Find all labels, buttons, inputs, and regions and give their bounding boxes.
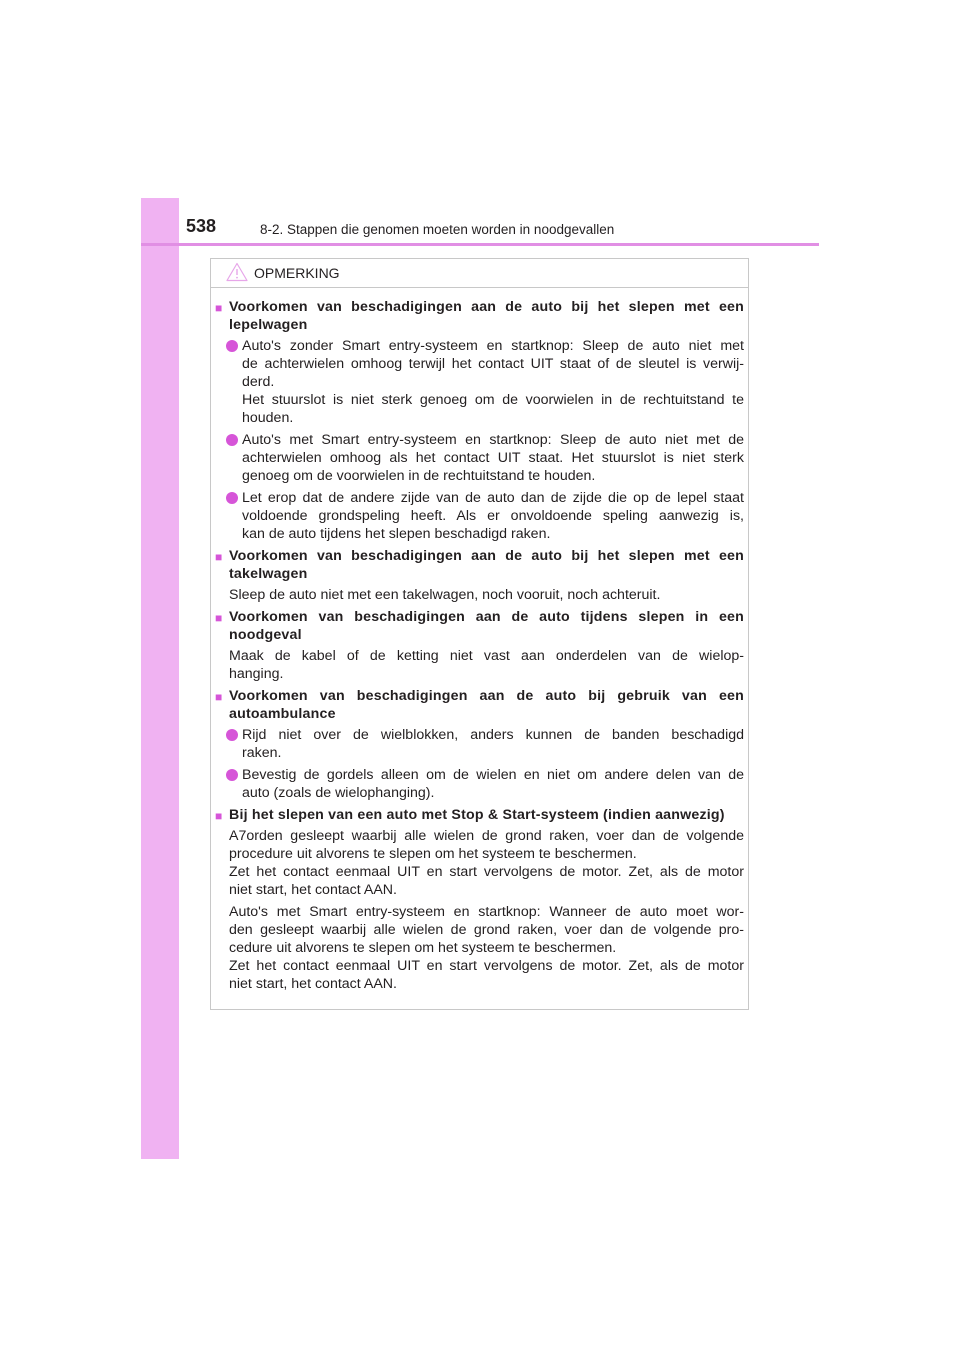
header-rule xyxy=(141,243,819,246)
text-line: takelwagen xyxy=(229,566,308,582)
text-line: auto (zoals de wielophanging). xyxy=(242,785,435,801)
square-bullet-icon: ■ xyxy=(215,550,223,564)
text-line: Voorkomen van beschadigingen aan de auto bij gebruik van een xyxy=(229,688,744,704)
paragraph xyxy=(215,586,744,604)
text-line: Auto's met Smart entry-systeem en startknop: Wanneer de auto moet wor- xyxy=(229,904,744,920)
text-line: Voorkomen van beschadigingen aan de auto bij het slepen met een xyxy=(229,548,744,564)
section-heading xyxy=(215,547,744,583)
text-line: houden. xyxy=(242,410,294,426)
text-line: niet start, het contact AAN. xyxy=(229,976,397,992)
notice-body xyxy=(215,298,744,997)
square-bullet-icon: ■ xyxy=(215,690,223,704)
text-line: autoambulance xyxy=(229,706,336,722)
text-line: Maak de kabel of de ketting niet vast aan onderdelen van de wielop- xyxy=(229,648,744,664)
circle-bullet-icon xyxy=(226,434,238,446)
bullet-item xyxy=(215,337,744,427)
section-heading xyxy=(215,298,744,334)
section-heading xyxy=(215,687,744,723)
bullet-item xyxy=(215,431,744,485)
text-line: Rijd niet over de wielblokken, anders kunnen de banden beschadigd xyxy=(242,727,744,743)
text-line: Voorkomen van beschadigingen aan de auto bij het slepen met een xyxy=(229,299,744,315)
circle-bullet-icon xyxy=(226,340,238,352)
text-line: Zet het contact eenmaal UIT en start vervolgens de motor. Zet, als de motor xyxy=(229,864,744,880)
text-line: noodgeval xyxy=(229,627,302,643)
text-line: Auto's met Smart entry-systeem en startknop: Sleep de auto niet met de xyxy=(242,432,744,448)
text-line: procedure uit alvorens te slepen om het systeem te beschermen. xyxy=(229,846,637,862)
paragraph xyxy=(215,647,744,683)
text-line: hanging. xyxy=(229,666,284,682)
circle-bullet-icon xyxy=(226,492,238,504)
bullet-item xyxy=(215,489,744,543)
text-line: de achterwielen omhoog terwijl het contact UIT staat of de sleutel is verwij- xyxy=(242,356,744,372)
square-bullet-icon: ■ xyxy=(215,809,223,823)
text-line: A7orden gesleept waarbij alle wielen de grond raken, voer dan de volgende xyxy=(229,828,744,844)
text-line: raken. xyxy=(242,745,282,761)
section-heading xyxy=(215,806,744,824)
section-heading xyxy=(215,608,744,644)
square-bullet-icon: ■ xyxy=(215,301,223,315)
text-line: achterwielen omhoog als het contact UIT staat. Het stuurslot is niet sterk xyxy=(242,450,744,466)
paragraph xyxy=(215,903,744,993)
text-line: kan de auto tijdens het slepen beschadigd raken. xyxy=(242,526,551,542)
text-line: Voorkomen van beschadigingen aan de auto tijdens slepen in een xyxy=(229,609,744,625)
paragraph xyxy=(215,827,744,899)
text-line: genoeg om de voorwielen in de rechtuitstand te houden. xyxy=(242,468,596,484)
text-line: Bevestig de gordels alleen om de wielen en niet om andere delen van de xyxy=(242,767,744,783)
circle-bullet-icon xyxy=(226,769,238,781)
bullet-item xyxy=(215,726,744,762)
page-number: 538 xyxy=(186,216,217,236)
section-title: 8-2. Stappen die genomen moeten worden in noodgevallen xyxy=(260,222,615,237)
text-line: lepelwagen xyxy=(229,317,308,333)
square-bullet-icon: ■ xyxy=(215,611,223,625)
text-line: voldoende grondspeling heeft. Als er onvoldoende speling aanwezig is, xyxy=(242,508,744,524)
text-line: Sleep de auto niet met een takelwagen, noch vooruit, noch achteruit. xyxy=(229,587,661,603)
text-line: Bij het slepen van een auto met Stop & Start-systeem (indien aanwezig) xyxy=(229,807,725,823)
bullet-item xyxy=(215,766,744,802)
chapter-side-bar xyxy=(141,198,179,1159)
text-line: Zet het contact eenmaal UIT en start vervolgens de motor. Zet, als de motor xyxy=(229,958,744,974)
text-line: cedure uit alvorens te slepen om het systeem te beschermen. xyxy=(229,940,617,956)
circle-bullet-icon xyxy=(226,729,238,741)
text-line: Het stuurslot is niet sterk genoeg om de voorwielen in de rechtuitstand te xyxy=(242,392,744,408)
notice-label: OPMERKING xyxy=(254,265,340,281)
text-line: den gesleept waarbij alle wielen de grond raken, voer dan de volgende pro- xyxy=(229,922,744,938)
text-line: derd. xyxy=(242,374,275,390)
text-line: Let erop dat de andere zijde van de auto dan de zijde die op de lepel staat xyxy=(242,490,744,506)
warning-triangle-icon xyxy=(226,262,248,282)
text-line: niet start, het contact AAN. xyxy=(229,882,397,898)
text-line: Auto's zonder Smart entry-systeem en startknop: Sleep de auto niet met xyxy=(242,338,744,354)
